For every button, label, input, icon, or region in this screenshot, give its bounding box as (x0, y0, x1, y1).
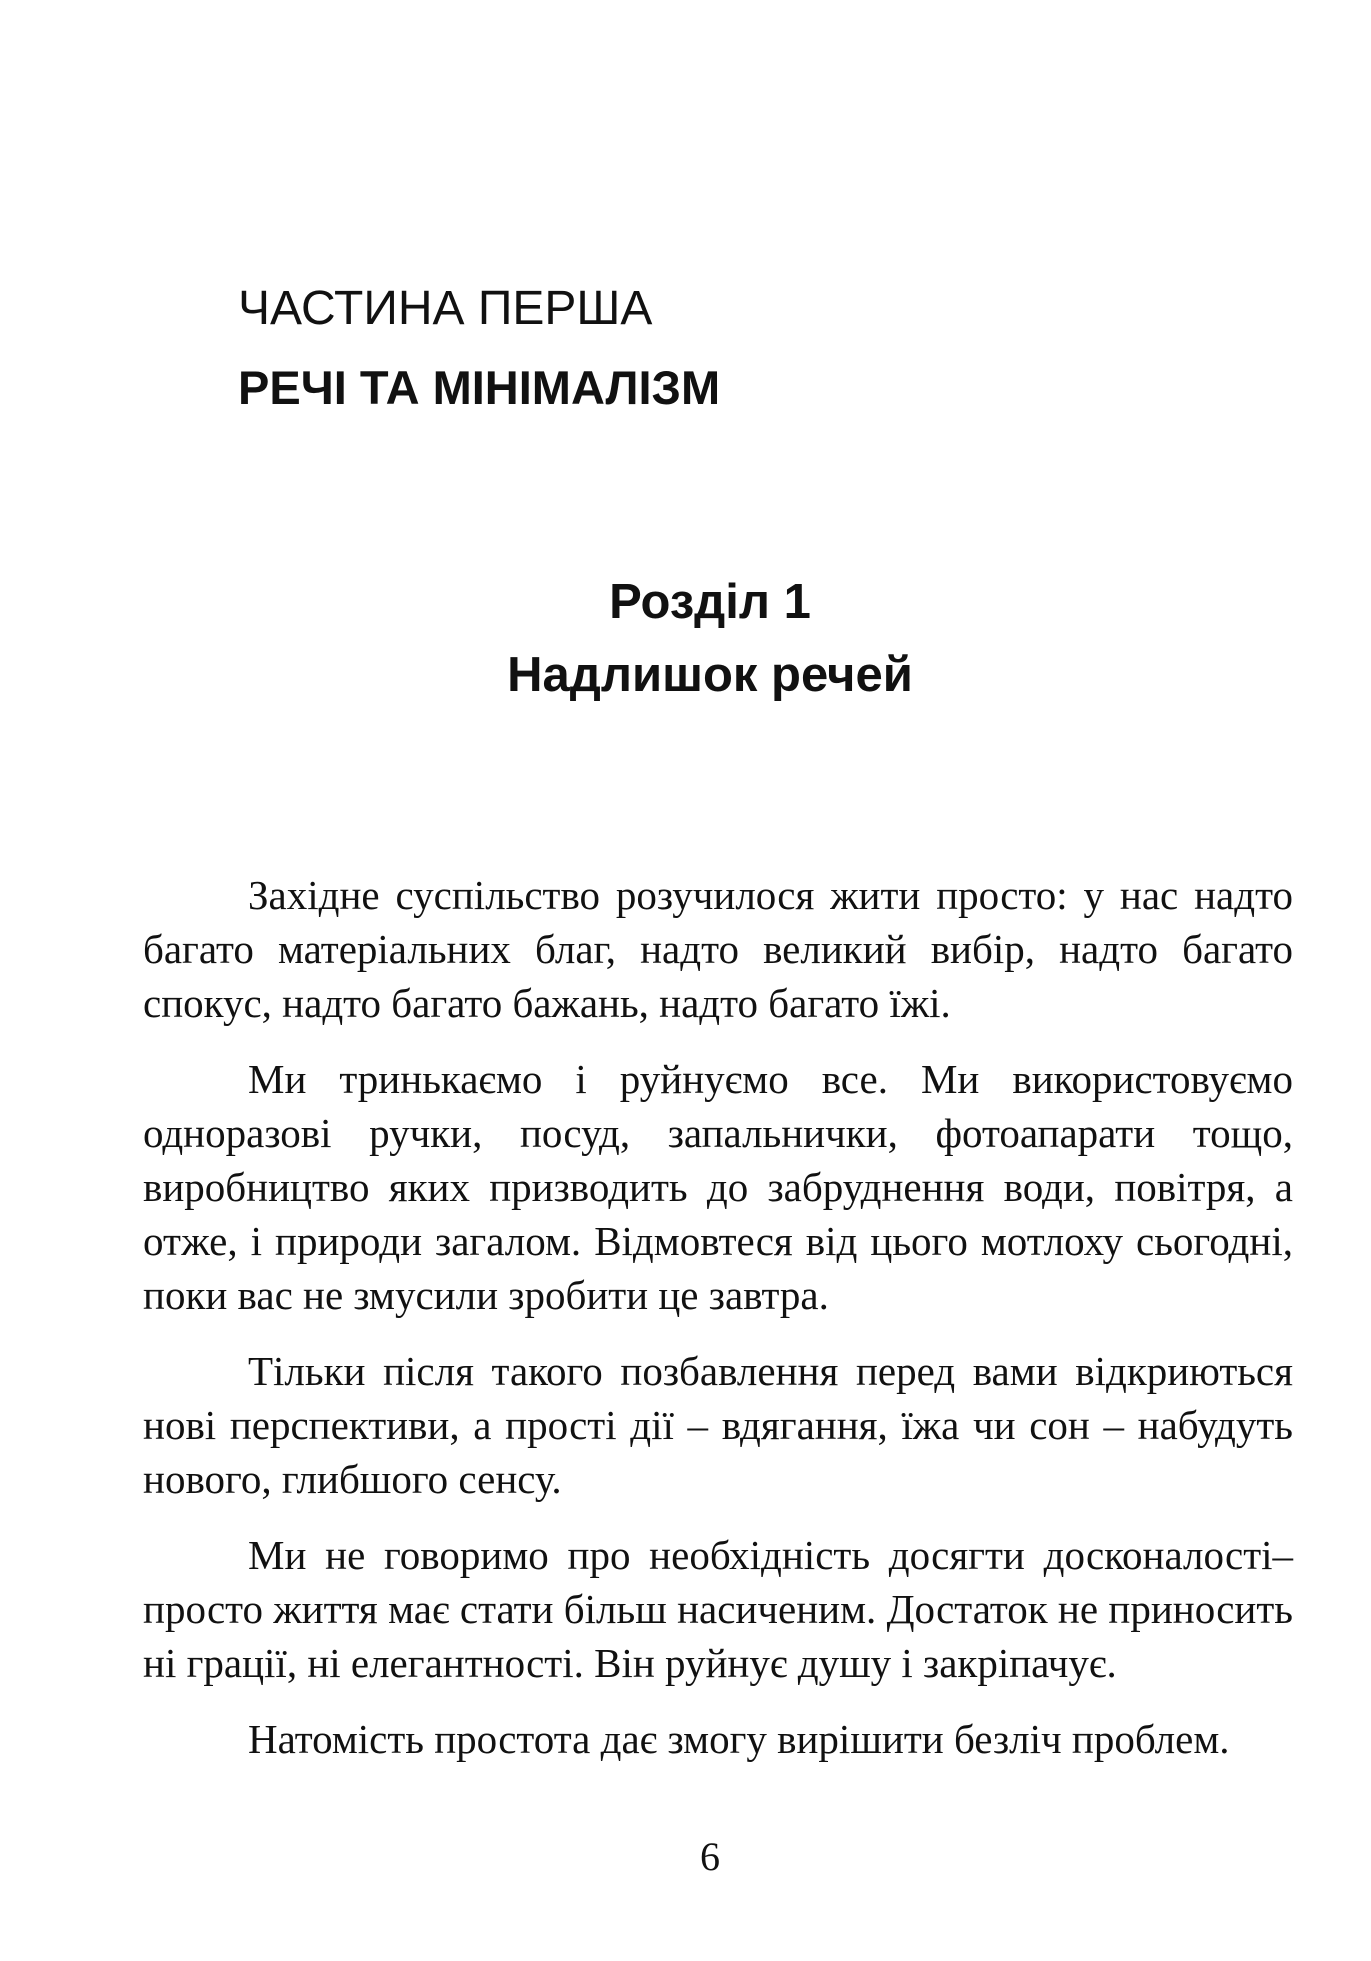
paragraph: Західне суспільство розучилося жити просто: у нас надто багато матеріальних благ, надто великий вибір, надто багато спокус, надто багато бажань, надто багато їжі. (143, 872, 1293, 1026)
paragraph: Тільки після такого позбавлення перед вами відкриються нові перспективи, а прості дії – вдягання, їжа чи сон – набудуть нового, глибшого сенсу. (143, 1348, 1293, 1502)
paragraph: Ми тринькаємо і руйнуємо все. Ми використовуємо одноразові ручки, посуд, запальнички, фотоапарати тощо, виробництво яких призводить до забруднення води, повітря, а отже, і природи загалом. Відмовтеся від цього мотлоху сьогодні, поки вас не змусили зробити це завтра. (143, 1056, 1293, 1318)
page-number: 6 (700, 1834, 720, 1879)
part-title: РЕЧІ ТА МІНІМАЛІЗМ (238, 361, 721, 414)
chapter-number: Розділ 1 (609, 575, 811, 629)
paragraph: Ми не говоримо про необхідність досягти досконалості– просто життя має стати більш насиченим. Достаток не приносить ні грації, ні елегантності. Він руйнує душу і закріпачує. (143, 1532, 1293, 1686)
part-label: ЧАСТИНА ПЕРША (238, 282, 653, 335)
body-text (143, 868, 1293, 1788)
paragraph: Натомість простота дає змогу вирішити безліч проблем. (248, 1716, 1230, 1762)
chapter-title: Надлишок речей (507, 648, 913, 702)
